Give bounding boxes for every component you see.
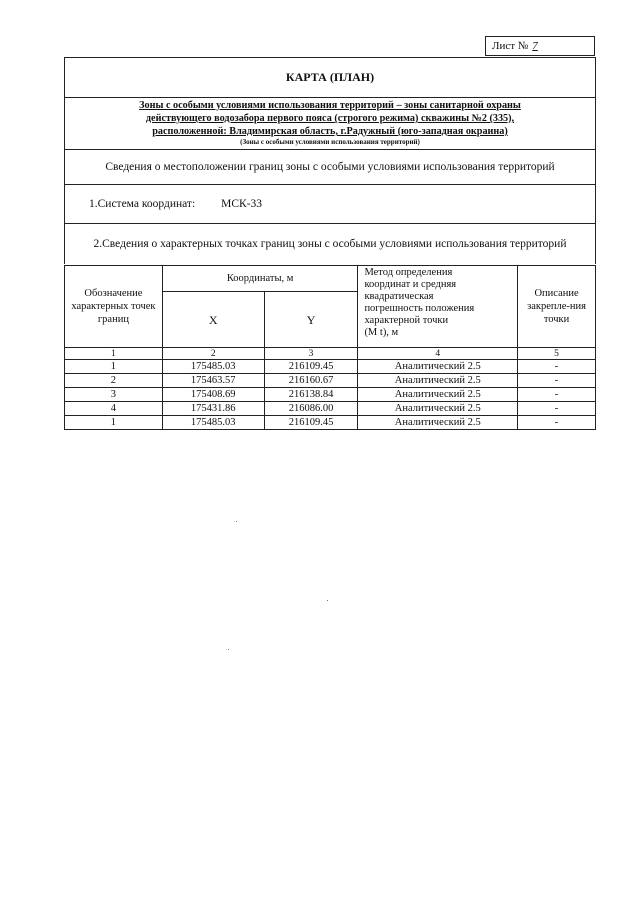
x-cell: 175485.03 [162,416,264,430]
zone-description [65,98,595,150]
header-point-designation: Обозначение характерных точек границ [65,266,163,348]
x-cell: 175408.69 [162,388,264,402]
table-row [65,416,596,430]
desc-cell: - [518,402,596,416]
coordinate-system [65,185,595,224]
zone-line-2: действующего водозабора первого пояса (строгого режима) скважины №2 (335), [145,113,515,124]
table-row [65,360,596,374]
x-cell: 175485.03 [162,360,264,374]
desc-cell: - [518,360,596,374]
sheet-number: 7 [532,40,538,52]
document-frame [64,57,596,264]
y-cell: 216109.45 [264,416,358,430]
point-cell: 3 [65,388,163,402]
header-method [358,266,518,348]
header-x: X [162,292,264,348]
zone-note: (Зоны с особыми условиями использования территорий) [240,138,420,146]
coord-system-label: 1.Система координат: [89,198,196,210]
method-cell: Аналитический 2.5 [358,388,518,402]
method-cell: Аналитический 2.5 [358,416,518,430]
desc-cell: - [518,416,596,430]
header-y: Y [264,292,358,348]
points-table [64,265,596,430]
method-cell: Аналитический 2.5 [358,374,518,388]
table-row [65,374,596,388]
point-cell: 1 [65,360,163,374]
boundary-info-text: Сведения о местоположении границ зоны с особыми условиями использования территорий [105,161,555,173]
index-cell: 3 [264,348,358,360]
scan-speck [327,600,328,601]
x-cell: 175463.57 [162,374,264,388]
index-cell: 1 [65,348,163,360]
method-cell: Аналитический 2.5 [358,402,518,416]
method-line-4: погрешность положения [364,303,475,314]
y-cell: 216086.00 [264,402,358,416]
header-coordinates: Координаты, м [162,266,358,292]
method-line-1: Метод определения [364,267,453,278]
header-description: Описание закрепле-ния точки [518,266,596,348]
title-section [65,58,595,98]
y-cell: 216109.45 [264,360,358,374]
point-cell: 1 [65,416,163,430]
desc-cell: - [518,374,596,388]
index-cell: 4 [358,348,518,360]
y-cell: 216138.84 [264,388,358,402]
point-cell: 4 [65,402,163,416]
index-cell: 2 [162,348,264,360]
point-cell: 2 [65,374,163,388]
index-cell: 5 [518,348,596,360]
table-row [65,402,596,416]
characteristic-points-text: 2.Сведения о характерных точках границ зоны с особыми условиями использования территорий [93,238,567,250]
zone-line-1: Зоны с особыми условиями использования территорий – зоны санитарной охраны [139,100,521,111]
characteristic-points-heading [65,224,595,264]
desc-cell: - [518,388,596,402]
page-title: КАРТА (ПЛАН) [285,70,375,84]
boundary-info-heading [65,150,595,185]
y-cell: 216160.67 [264,374,358,388]
sheet-number-box [485,36,595,56]
zone-line-3: расположенной: Владимирская область, г.Радужный (юго-западная окраина) [152,126,508,137]
method-line-3: квадратическая [364,291,434,302]
x-cell: 175431.86 [162,402,264,416]
sheet-label: Лист № [492,40,529,52]
method-line-5: характерной точки [364,315,449,326]
table-row [65,388,596,402]
coord-system-value: МСК-33 [221,198,263,210]
scan-speck [236,521,237,522]
method-cell: Аналитический 2.5 [358,360,518,374]
scan-speck [228,649,229,650]
method-line-2: координат и средняя [364,279,457,290]
column-index-row [65,348,596,360]
method-line-6: (М t), м [364,327,399,338]
